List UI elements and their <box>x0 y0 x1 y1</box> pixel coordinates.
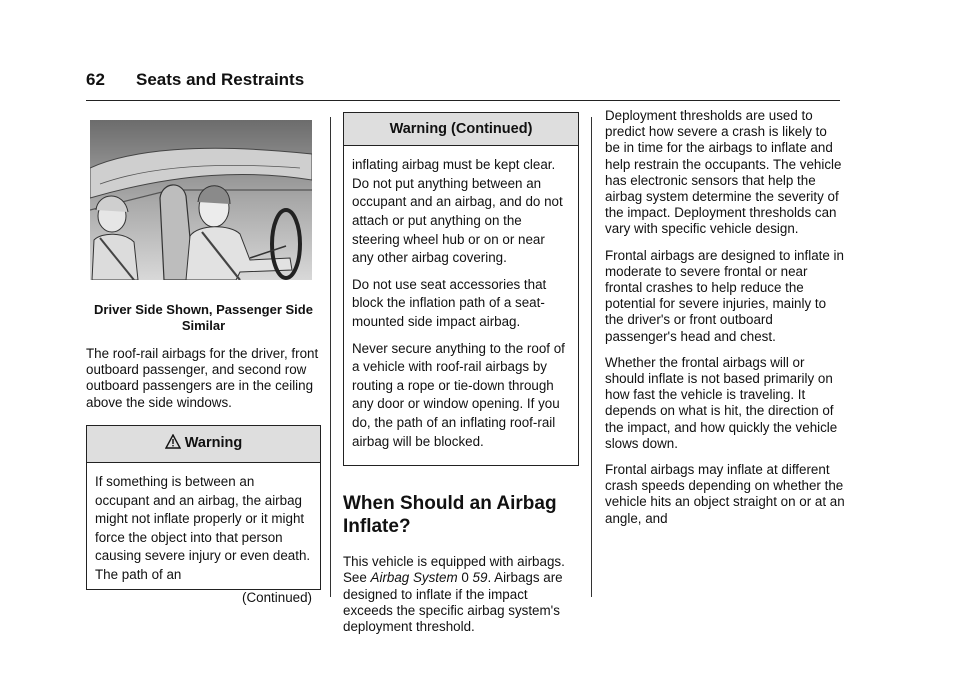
warning-icon <box>165 434 181 454</box>
column-2 <box>343 112 579 645</box>
xref-page[interactable]: 59 <box>472 570 488 586</box>
warning-text: If something is between an occupant and an airbag, the airbag might not inflate properly or it might force the object into that person causing severe injury or even death. The path of an <box>95 474 311 582</box>
warning-paragraph: inflating airbag must be kept clear. Do not put anything between an occupant and an airbag, and do not attach or put anything on the steering wheel hub or on or near any other airbag covering. <box>352 157 563 266</box>
warning-header <box>87 426 320 463</box>
warning-box <box>86 425 321 605</box>
body-paragraph: Frontal airbags are designed to inflate in moderate to severe frontal or near frontal crashes to help reduce the potential for severe injuries, mainly to the driver's or front outboard passenger's head and chest. <box>605 247 844 344</box>
warning-box-continued <box>343 112 579 466</box>
column-1 <box>86 120 321 605</box>
warning-title: Warning <box>184 434 243 451</box>
body-paragraph: Whether the frontal airbags will or should inflate is not based primarily on how fast the vehicle is traveling. It depends on what is hit, the direction of the impact, and how quickly the vehicle slows down. <box>605 354 838 451</box>
warning-header: Warning (Continued) <box>344 113 578 146</box>
figure-caption: Driver Side Shown, Passenger Side Similar <box>94 302 313 333</box>
column-3 <box>605 108 845 537</box>
body-text: . Airbags are designed to inflate if the impact exceeds the specific airbag system's deployment threshold. <box>343 570 563 634</box>
body-paragraph <box>343 554 579 635</box>
airbag-illustration <box>90 120 312 280</box>
warning-paragraph: Never secure anything to the roof of a vehicle with roof-rail airbags by routing a rope or tie-down through any door or window opening. If you do, the path of an inflating roof-rail airbag will be blocked. <box>352 340 565 449</box>
column-divider <box>591 117 592 597</box>
body-paragraph: Deployment thresholds are used to predict how severe a crash is likely to be in time for the airbags to inflate and help restrain the occupants. The vehicle has electronic sensors that help the airbag system determine the severity of the impact. Deployment thresholds can vary with specific vehicle design. <box>605 108 842 237</box>
car-interior-illustration <box>90 120 312 280</box>
warning-paragraph: Do not use seat accessories that block the inflation path of a seat-mounted side impact airbag. <box>352 276 547 329</box>
column-divider <box>330 117 331 597</box>
body-paragraph: Frontal airbags may inflate at different crash speeds depending on whether the vehicle hits an object straight on or at an angle, and <box>605 462 845 526</box>
section-title: Seats and Restraints <box>136 70 305 89</box>
xref-link[interactable]: Airbag System <box>370 570 458 586</box>
page-header <box>86 70 840 101</box>
body-text: This vehicle is equipped with airbags. See <box>343 554 565 586</box>
page-number: 62 <box>86 70 105 89</box>
warning-body <box>344 146 578 465</box>
continued-label: (Continued) <box>242 589 312 605</box>
xref-arrow: 0 <box>461 570 469 586</box>
intro-paragraph: The roof-rail airbags for the driver, front outboard passenger, and second row outboard passengers are in the ceiling above the side windows. <box>86 346 319 410</box>
warning-body <box>87 463 320 611</box>
subsection-heading: When Should an Airbag Inflate? <box>343 493 557 538</box>
